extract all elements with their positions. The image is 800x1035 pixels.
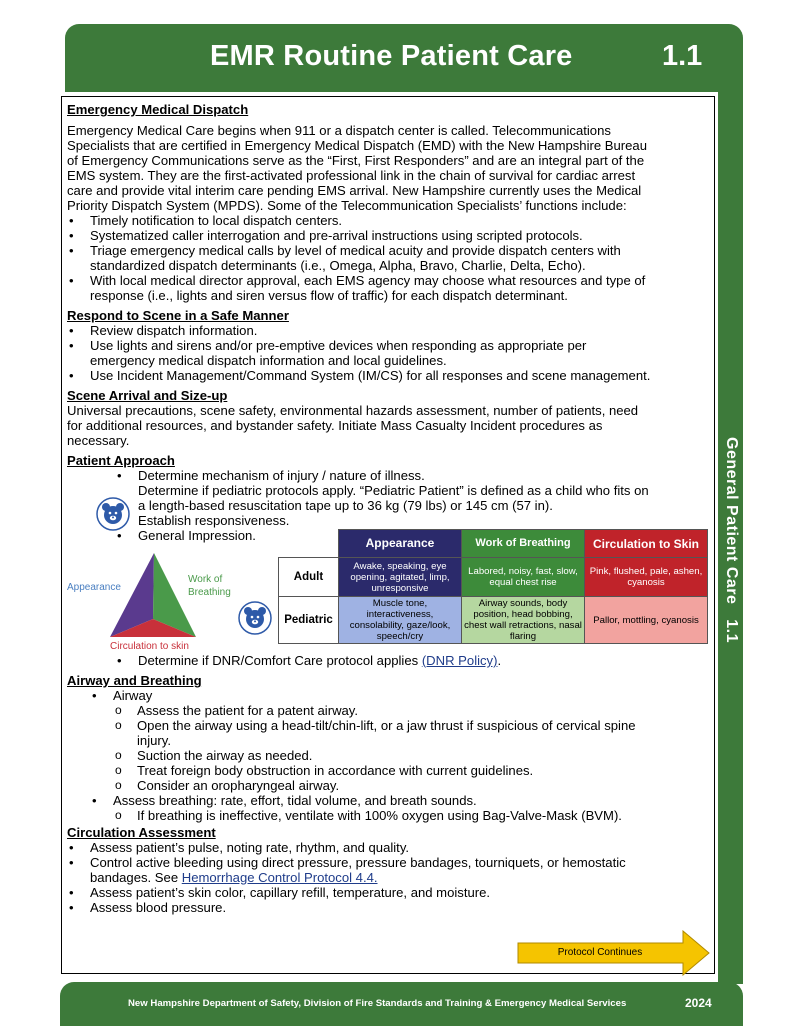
list-item: • General Impression. — [67, 528, 712, 543]
pediatric-bear-icon — [238, 601, 272, 635]
text-line: EMS system. They are the first-activated professional link in the chain of survival for cardiac arrest — [67, 168, 636, 183]
airway-list — [67, 688, 712, 703]
list-item: • Determine mechanism of injury / nature of illness. — [67, 468, 712, 483]
dnr-policy-link[interactable]: (DNR Policy) — [421, 653, 498, 668]
table-cell: Labored, noisy, fast, slow, equal chest rise — [462, 558, 585, 597]
text-line: Priority Dispatch System (MPDS). Some of the Telecommunication Specialists’ functions include: — [67, 198, 627, 213]
list-item: • Determine if DNR/Comfort Care protocol applies (DNR Policy). — [67, 653, 712, 668]
heading-dispatch: Emergency Medical Dispatch — [67, 102, 249, 117]
heading-arrival: Scene Arrival and Size-up — [67, 388, 228, 403]
list-item: • Airway — [67, 688, 712, 703]
list-item: • Assess breathing: rate, effort, tidal volume, and breath sounds. — [67, 793, 712, 808]
general-impression-table — [278, 529, 708, 644]
list-item: • Use lights and sirens and/or pre-emptive devices when responding as appropriate per emergency medical dispatch information and local guidelines. — [67, 338, 712, 368]
list-item: • Timely notification to local dispatch centers. — [67, 213, 712, 228]
list-item: o Open the airway using a head-tilt/chin-lift, or a jaw thrust if suspicious of cervical spine injury. — [67, 718, 712, 748]
list-item: • Assess patient’s pulse, noting rate, rhythm, and quality. — [67, 840, 712, 855]
column-header-work-of-breathing: Work of Breathing — [462, 530, 585, 558]
triangle-label-appearance: Appearance — [67, 582, 121, 593]
text-line: of Emergency Communications serve as the “First, First Responders” and are an integral part of the — [67, 153, 645, 168]
triangle-label-circulation: Circulation to skin — [110, 641, 189, 651]
dispatch-paragraph — [67, 123, 712, 213]
heading-respond: Respond to Scene in a Safe Manner — [67, 308, 289, 323]
list-item: • With local medical director approval, each EMS agency may choose what resources and type of response (i.e., lights and siren versus flow of traffic) for each dispatch determinant. — [67, 273, 712, 303]
list-item: o Assess the patient for a patent airway. — [67, 703, 712, 718]
table-cell: Awake, speaking, eye opening, agitated, limp, unresponsive — [339, 558, 462, 597]
list-item: o Consider an oropharyngeal airway. — [67, 778, 712, 793]
table-corner — [279, 530, 339, 558]
text-line: Emergency Medical Care begins when 911 or a dispatch center is called. Telecommunications — [67, 123, 611, 138]
triangle-label-work: Work of — [188, 574, 223, 585]
footer-text: New Hampshire Department of Safety, Division of Fire Standards and Training & Emergency Medical Services — [128, 998, 627, 1009]
heading-airway: Airway and Breathing — [67, 673, 202, 688]
list-item: o If breathing is ineffective, ventilate with 100% oxygen using Bag-Valve-Mask (BVM). — [67, 808, 712, 823]
table-cell: Airway sounds, body position, head bobbing, chest wall retractions, nasal flaring — [462, 597, 585, 644]
column-header-circulation: Circulation to Skin — [585, 530, 708, 558]
list-item: • Use Incident Management/Command System (IM/CS) for all responses and scene management. — [67, 368, 712, 383]
dnr-list — [67, 653, 712, 668]
list-item: • Control active bleeding using direct pressure, pressure bandages, tourniquets, or hemostatic bandages. See Hemorrhage Control Protocol 4.4. — [67, 855, 712, 885]
list-item: • Assess patient’s skin color, capillary refill, temperature, and moisture. — [67, 885, 712, 900]
content — [67, 100, 712, 915]
text-line: care and provide vital interim care pending EMS arrival. New Hampshire currently uses the Medical — [67, 183, 642, 198]
table-cell: Pink, flushed, pale, ashen, cyanosis — [585, 558, 708, 597]
list-item: Determine if pediatric protocols apply. “Pediatric Patient” is defined as a child who fits on a length-based resuscitation tape up to 36 kg (79 lbs) or 145 cm (57 in). — [138, 483, 649, 513]
respond-list — [67, 323, 712, 383]
table-cell: Pallor, mottling, cyanosis — [585, 597, 708, 644]
footer-year: 2024 — [685, 996, 712, 1010]
arrival-paragraph: Universal precautions, scene safety, environmental hazards assessment, number of patients, need for additional resources, and bystander safety. Initiate Mass Casualty Incident procedures as necessary. — [67, 403, 639, 448]
list-item: o Suction the airway as needed. — [67, 748, 712, 763]
column-header-appearance: Appearance — [339, 530, 462, 558]
table-row-adult — [279, 558, 708, 597]
pediatric-bear-icon — [96, 497, 130, 531]
text-line: Specialists that are certified in Emergency Medical Dispatch (EMD) with the New Hampshire Bureau — [67, 138, 647, 153]
row-label: Pediatric — [279, 597, 339, 644]
section-number: 1.1 — [662, 40, 703, 72]
heading-circulation: Circulation Assessment — [67, 825, 216, 840]
breathing-sublist — [67, 808, 712, 823]
triangle-label-breathing: Breathing — [188, 587, 231, 598]
dispatch-list — [67, 213, 712, 303]
protocol-continues-label: Protocol Continues — [557, 947, 643, 958]
circulation-list — [67, 840, 712, 915]
list-item: • Triage emergency medical calls by level of medical acuity and provide dispatch centers with standardized dispatch determinants (i.e., Omega, Alpha, Bravo, Charlie, Delta, Echo). — [67, 243, 712, 273]
heading-approach: Patient Approach — [67, 453, 175, 468]
list-item: Establish responsiveness. — [138, 513, 290, 528]
table-cell: Muscle tone, interactiveness, consolability, gaze/look, speech/cry — [339, 597, 462, 644]
page-title: EMR Routine Patient Care — [210, 40, 573, 72]
table-row-pediatric — [279, 597, 708, 644]
row-label: Adult — [279, 558, 339, 597]
list-item: • Review dispatch information. — [67, 323, 712, 338]
hemorrhage-protocol-link[interactable]: Hemorrhage Control Protocol 4.4. — [181, 870, 378, 885]
list-item: • Assess blood pressure. — [67, 900, 712, 915]
assessment-triangle — [64, 551, 239, 651]
list-item: o Treat foreign body obstruction in accordance with current guidelines. — [67, 763, 712, 778]
list-item: • Systematized caller interrogation and pre-arrival instructions using scripted protocols. — [67, 228, 712, 243]
side-tab-label: General Patient Care 1.1 — [723, 437, 740, 643]
breathing-list — [67, 793, 712, 808]
airway-sublist — [67, 703, 712, 793]
